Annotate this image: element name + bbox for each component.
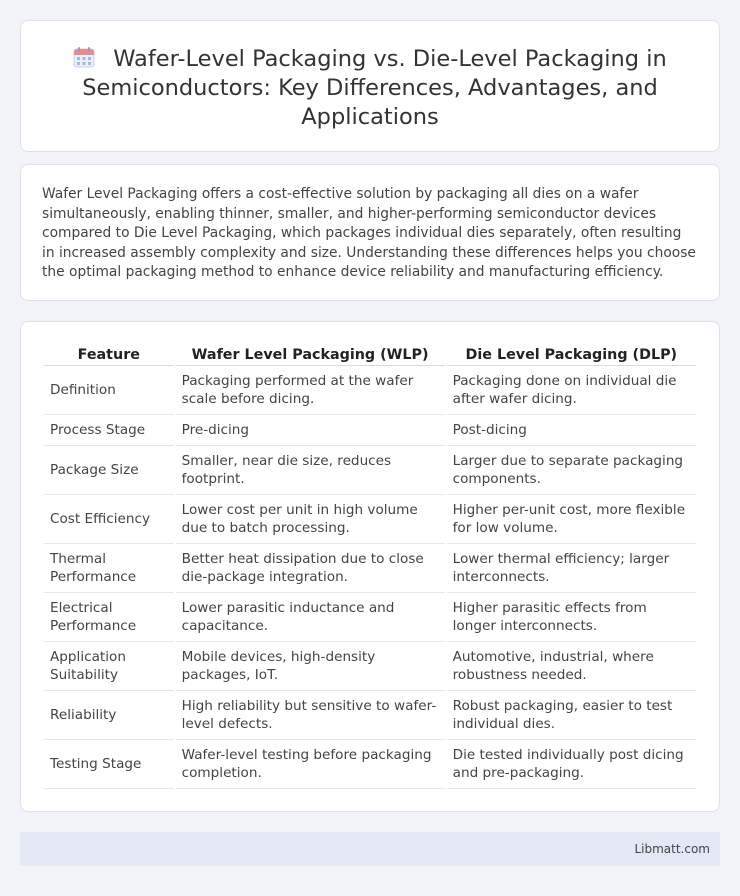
dlp-cell: Higher parasitic effects from longer interconnects. [447, 593, 696, 642]
feature-cell: Cost Efficiency [44, 495, 174, 544]
comparison-table [42, 343, 698, 789]
header-wlp: Wafer Level Packaging (WLP) [176, 343, 445, 366]
feature-cell: Thermal Performance [44, 544, 174, 593]
feature-cell: Application Suitability [44, 642, 174, 691]
feature-cell: Electrical Performance [44, 593, 174, 642]
table-row [44, 740, 696, 789]
dlp-cell: Lower thermal efficiency; larger interconnects. [447, 544, 696, 593]
dlp-cell: Higher per-unit cost, more flexible for low volume. [447, 495, 696, 544]
feature-cell: Reliability [44, 691, 174, 740]
wlp-cell: Pre-dicing [176, 415, 445, 446]
wlp-cell: Mobile devices, high-density packages, IoT. [176, 642, 445, 691]
wlp-cell: Smaller, near die size, reduces footprint. [176, 446, 445, 495]
table-row [44, 446, 696, 495]
table-header-row [44, 343, 696, 366]
page-title-text: Wafer-Level Packaging vs. Die-Level Packaging in Semiconductors: Key Differences, Advantages, and Applications [82, 46, 667, 130]
wlp-cell: Lower parasitic inductance and capacitance. [176, 593, 445, 642]
feature-cell: Process Stage [44, 415, 174, 446]
table-row [44, 544, 696, 593]
intro-card [20, 164, 720, 301]
table-row [44, 415, 696, 446]
header-feature: Feature [44, 343, 174, 366]
dlp-cell: Die tested individually post dicing and pre-packaging. [447, 740, 696, 789]
dlp-cell: Post-dicing [447, 415, 696, 446]
table-row [44, 366, 696, 415]
dlp-cell: Automotive, industrial, where robustness needed. [447, 642, 696, 691]
comparison-card [20, 321, 720, 812]
title-card [20, 20, 720, 152]
wlp-cell: Lower cost per unit in high volume due to batch processing. [176, 495, 445, 544]
page-title [51, 45, 689, 132]
table-row [44, 691, 696, 740]
calendar-icon [73, 46, 95, 68]
header-dlp: Die Level Packaging (DLP) [447, 343, 696, 366]
table-row [44, 593, 696, 642]
feature-cell: Definition [44, 366, 174, 415]
wlp-cell: Wafer-level testing before packaging completion. [176, 740, 445, 789]
footer-bar [20, 832, 720, 866]
feature-cell: Package Size [44, 446, 174, 495]
table-row [44, 642, 696, 691]
footer-site-link[interactable]: Libmatt.com [634, 842, 710, 856]
wlp-cell: Packaging performed at the wafer scale before dicing. [176, 366, 445, 415]
wlp-cell: High reliability but sensitive to wafer-level defects. [176, 691, 445, 740]
dlp-cell: Packaging done on individual die after wafer dicing. [447, 366, 696, 415]
table-row [44, 495, 696, 544]
intro-paragraph: Wafer Level Packaging offers a cost-effective solution by packaging all dies on a wafer simultaneously, enabling thinner, smaller, and higher-performing semiconductor devices compared to Die Level Packaging, which packages individual dies separately, often resulting in increased assembly complexity and size. Understanding these differences helps you choose the optimal packaging method to enhance device reliability and manufacturing efficiency. [42, 186, 696, 280]
wlp-cell: Better heat dissipation due to close die-package integration. [176, 544, 445, 593]
dlp-cell: Robust packaging, easier to test individual dies. [447, 691, 696, 740]
feature-cell: Testing Stage [44, 740, 174, 789]
dlp-cell: Larger due to separate packaging components. [447, 446, 696, 495]
